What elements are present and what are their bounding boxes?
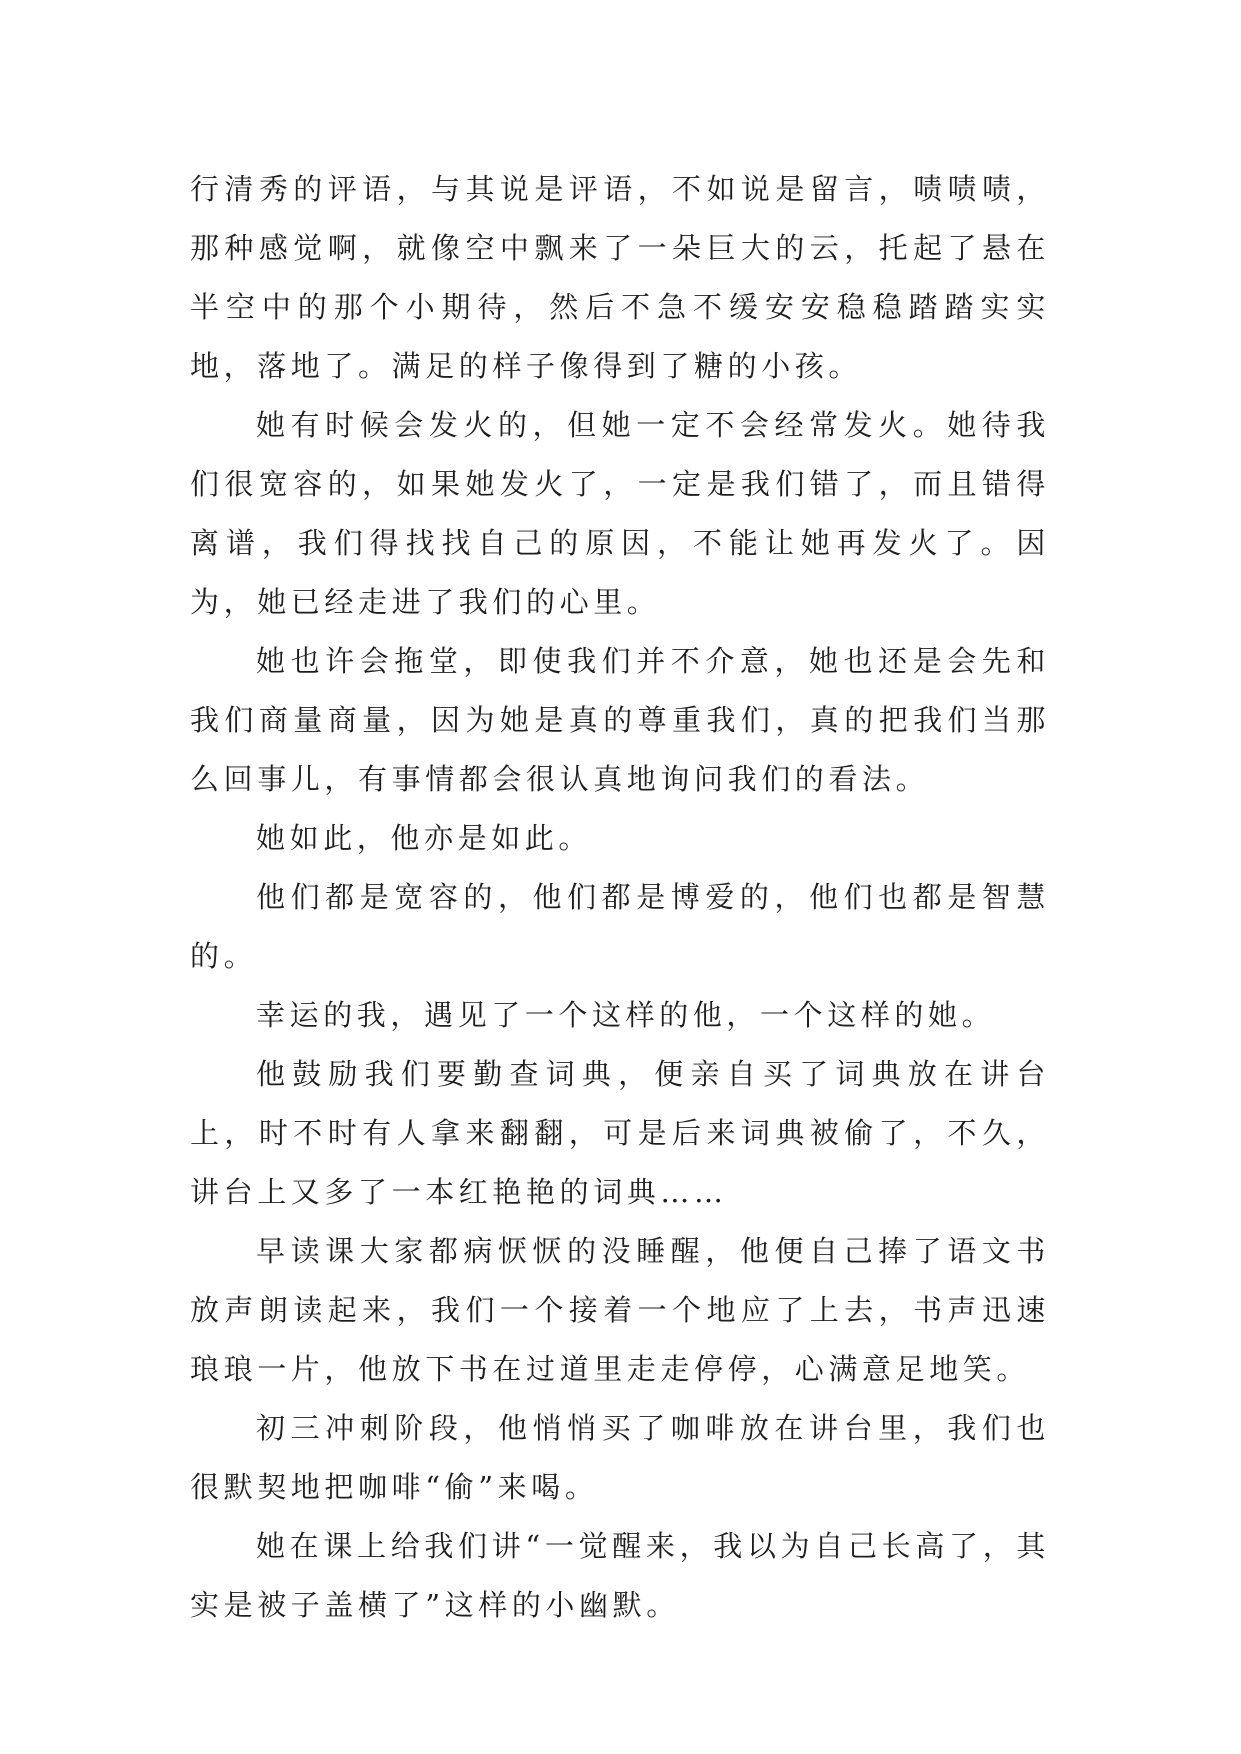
paragraph-7: 他鼓励我们要勤查词典，便亲自买了词典放在讲台上，时不时有人拿来翻翻，可是后来词典被偷了，不久，讲台上又多了一本红艳艳的词典…… — [190, 1057, 1050, 1209]
paragraph-3: 她也许会拖堂，即使我们并不介意，她也还是会先和我们商量商量，因为她是真的尊重我们，真的把我们当那么回事儿，有事情都会很认真地询问我们的看法。 — [190, 644, 1050, 796]
document-body — [190, 160, 1050, 1635]
paragraph-5: 他们都是宽容的，他们都是博爱的，他们也都是智慧的。 — [190, 880, 1050, 973]
paragraph-10: 她在课上给我们讲“一觉醒来，我以为自己长高了，其实是被子盖横了”这样的小幽默。 — [190, 1529, 1050, 1622]
paragraph-6: 幸运的我，遇见了一个这样的他，一个这样的她。 — [256, 998, 996, 1032]
paragraph-8: 早读课大家都病恹恹的没睡醒，他便自己捧了语文书放声朗读起来，我们一个接着一个地应了上去，书声迅速琅琅一片，他放下书在过道里走走停停，心满意足地笑。 — [190, 1234, 1050, 1386]
paragraph-1: 行清秀的评语，与其说是评语，不如说是留言，啧啧啧，那种感觉啊，就像空中飘来了一朵巨大的云，托起了悬在半空中的那个小期待，然后不急不缓安安稳稳踏踏实实地，落地了。满足的样子像得到了糖的小孩。 — [190, 172, 1050, 383]
paragraph-9: 初三冲刺阶段，他悄悄买了咖啡放在讲台里，我们也很默契地把咖啡“偷”来喝。 — [190, 1411, 1050, 1504]
paragraph-4: 她如此，他亦是如此。 — [256, 821, 593, 855]
paragraph-2: 她有时候会发火的，但她一定不会经常发火。她待我们很宽容的，如果她发火了，一定是我们错了，而且错得离谱，我们得找找自己的原因，不能让她再发火了。因为，她已经走进了我们的心里。 — [190, 408, 1050, 619]
